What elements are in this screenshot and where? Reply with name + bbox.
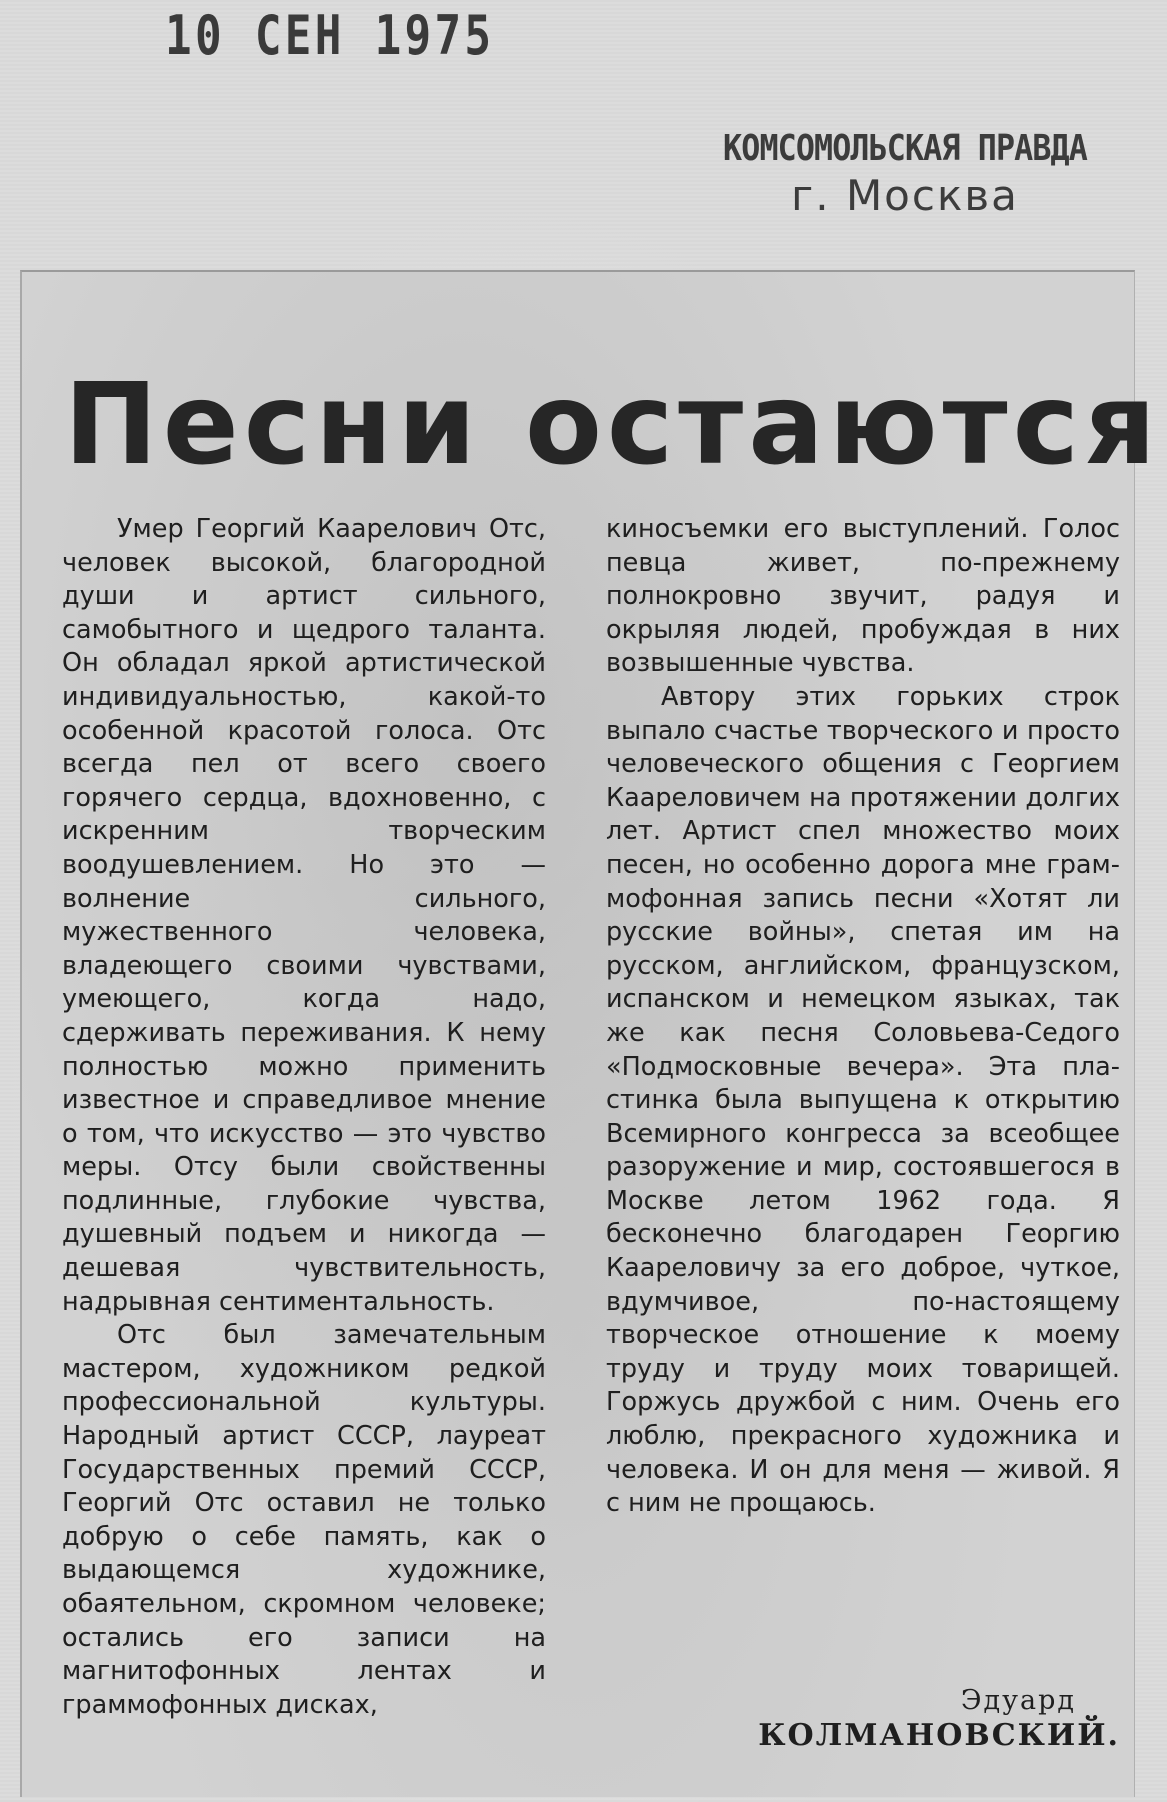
article-paragraph: Автору этих горьких строк выпало счастье творческого и просто человеческого общения с Георгием Каареловичем на протяжении долгих лет. Артист спел множество моих песен, но особенно дорога мне граммофонная запись песни «Хотят ли русские войны», спетая им на русском, английском, французском, испанском и немецком языках, так же как песня Соловьева-Седого «Подмосковные вечера». Эта пластинка была выпущена к открытию Всемирного конгресса за всеобщее разоружение и мир, состоявшегося в Москве летом 1962 года. Я бесконечно благодарен Георгию Каареловичу за его доброе, чуткое, вдумчивое, по-настоящему творческое отношение к моему труду и труду моих товарищей. Горжусь дружбой с ним. Очень его люблю, прекрасного художника и человека. И он для меня — живой. Я с ним не прощаюсь.: [606, 681, 1120, 1519]
article-paragraph: Отс был замечательным мастером, художником редкой профессиональной культуры. Народный артист СССР, лауреат Государственных премий СССР, Георгий Отс оставил не только добрую о себе память, как о выдающемся художнике, обаятельном, скромном человеке; остались его записи на магнитофонных лентах и граммофонных дисках,: [62, 1320, 546, 1720]
publication-city: г. Москва: [791, 171, 1019, 220]
author-signature: [700, 1685, 1120, 1753]
article-column-right: [606, 513, 1120, 1521]
article-paragraph: Умер Георгий Каарелович Отс, человек высокой, благородной души и артист сильного, самобытного и щедрого таланта. Он обладал яркой артистической индивидуальностью, какой-то особенной красотой голоса. Отс всегда пел от всего своего горячего сердца, вдохновенно, с искренним творческим воодушевлением. Но это — волнение сильного, мужественного человека, владеющего своими чувствами, умеющего, когда надо, сдерживать переживания. К нему полностью можно применить известное и справедливое мнение о том, что искусство — это чувство меры. Отсу были свойственны подлинные, глубокие чувства, душевный подъем и никогда — дешевая чувствительность, надрывная сентиментальность.: [62, 514, 546, 1317]
archive-date-stamp: 10 СЕН 1975: [165, 4, 495, 67]
author-last-name: КОЛМАНОВСКИЙ.: [758, 1718, 1120, 1753]
publication-stamp: [690, 128, 1120, 220]
article-paragraph: киносъемки его выступлений. Голос певца живет, по-прежнему полнокровно звучит, радуя и окрыляя людей, пробуждая в них возвышенные чувства.: [606, 514, 1120, 679]
author-first-name: Эдуард: [960, 1685, 1076, 1716]
publication-name: КОМСОМОЛЬСКАЯ ПРАВДА: [723, 128, 1087, 169]
article-column-left: [62, 513, 546, 1722]
article-title: Песни остаются: [64, 360, 1161, 490]
